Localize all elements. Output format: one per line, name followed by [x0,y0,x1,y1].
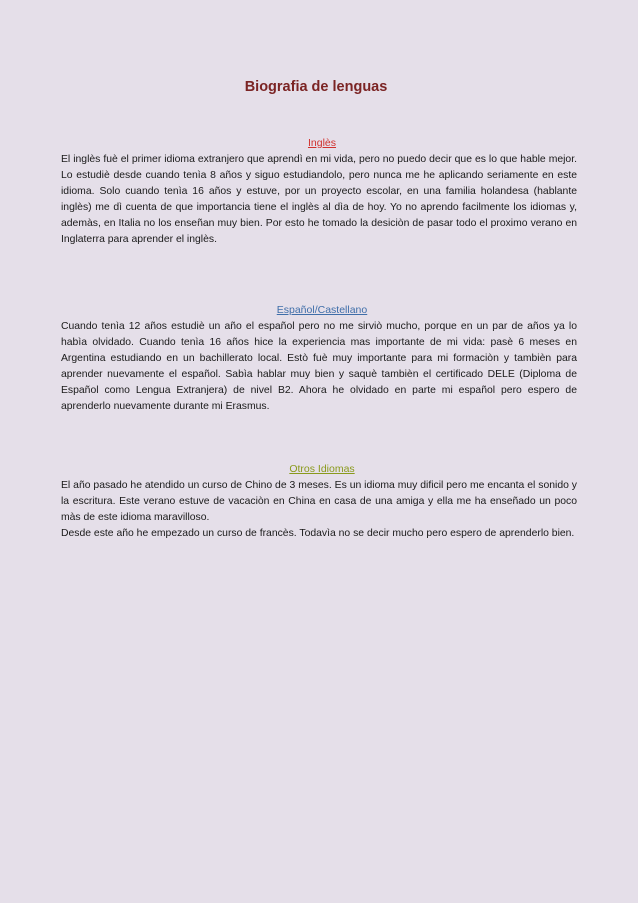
section-ingles [61,137,577,248]
section-espanol [61,304,577,415]
document-title: Biografia de lenguas [244,79,388,95]
section-heading-otros-idiomas: Otros Idiomas [289,463,355,475]
section-otros-idiomas [61,463,577,542]
section-heading-espanol: Español/Castellano [276,304,368,316]
paragraph-ingles: El inglès fuè el primer idioma extranjero que aprendì en mi vida, pero no puedo decir que es lo que hable mejor. Lo estudiè desde cuando tenìa 8 años y siguo estudiandolo, pero nunca me he aplicando seriamente en este idioma. Solo cuando tenìa 16 años y estuve, por un proyecto escolar, en una familia holandesa (hablante inglès) me dì cuenta de que importancia tiene el inglès al dìa de hoy. Yo no aprendo facilmente los idiomas y, ademàs, en Italia no los enseñan muy bien. Por esto he tomado la desiciòn de pasar todo el proximo verano en Inglaterra para aprender el inglès. [61,154,577,245]
paragraph-espanol: Cuando tenìa 12 años estudiè un año el español pero no me sirviò mucho, porque en un par de años ya lo habìa olvidado. Cuando tenìa 16 años hice la experiencia mas importante de mi vida: pasè 6 meses en Argentina estudiando en un bachillerato local. Estò fuè muy importante para mi formaciòn y tambièn para aprender nuevamente el español. Sabìa hablar muy bien y saquè tambièn el certificado DELE (Diploma de Español como Lengua Extranjera) de nivel B2. Ahora he olvidado en parte mi español pero espero de aprenderlo nuevamente durante mi Erasmus. [61,321,577,412]
paragraph-chino: El año pasado he atendido un curso de Chino de 3 meses. Es un idioma muy dificil pero me encanta el sonido y la escritura. Este verano estuve de vacaciòn en China en casa de una amiga y ella me ha enseñado un poco màs de este idioma maravilloso. [61,480,577,523]
paragraph-frances: Desde este año he empezado un curso de francès. Todavìa no se decir mucho pero espero de aprenderlo bien. [61,528,575,539]
section-heading-ingles: Inglès [307,137,337,149]
